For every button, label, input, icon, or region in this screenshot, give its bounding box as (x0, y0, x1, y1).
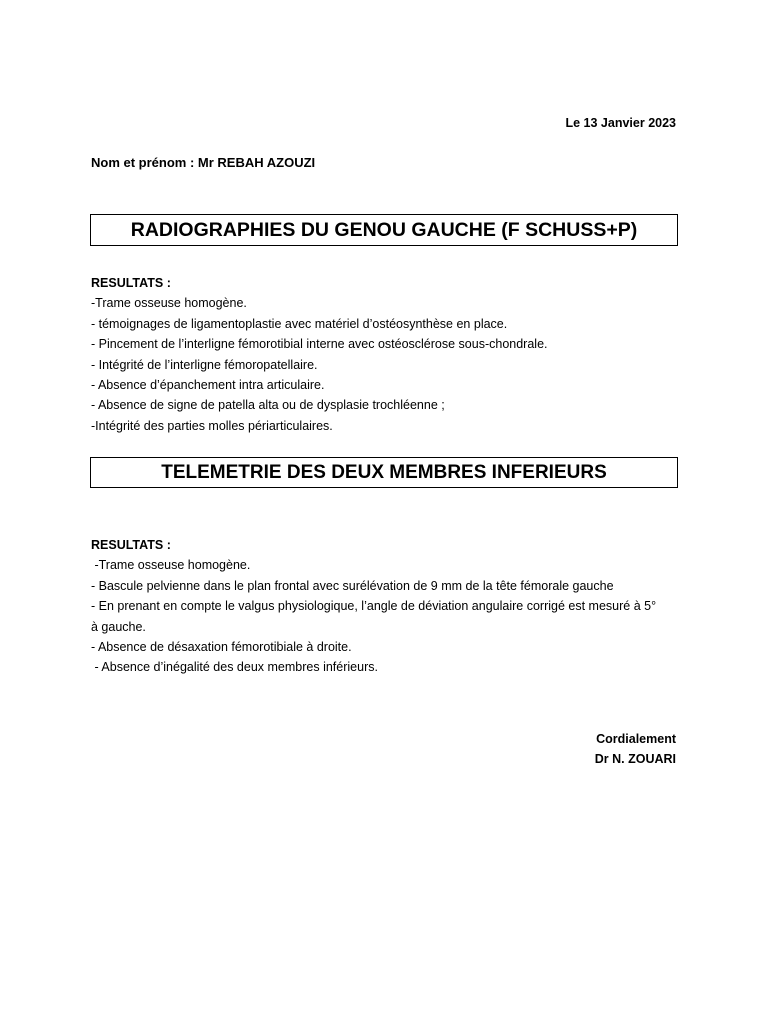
result-line: - témoignages de ligamentoplastie avec matériel d’ostéosynthèse en place. (91, 316, 508, 331)
results-knee-xray (91, 273, 691, 436)
result-line: - Pincement de l’interligne fémorotibial interne avec ostéosclérose sous-chondrale. (91, 337, 548, 352)
section-title-telemetry: TELEMETRIE DES DEUX MEMBRES INFERIEURS (90, 457, 678, 488)
section-title-knee-xray: RADIOGRAPHIES DU GENOU GAUCHE (F SCHUSS+P) (90, 214, 678, 246)
results-heading: RESULTATS : (91, 276, 171, 290)
patient-name: Nom et prénom : Mr REBAH AZOUZI (91, 155, 316, 170)
result-line: - Absence de signe de patella alta ou de dysplasie trochléenne ; (91, 398, 445, 413)
closing-greeting: Cordialement (596, 732, 676, 746)
result-line: -Intégrité des parties molles périarticulaires. (91, 418, 333, 433)
result-line: -Trame osseuse homogène. (91, 558, 251, 573)
result-line: - Intégrité de l’interligne fémoropatellaire. (91, 357, 318, 372)
results-telemetry (91, 535, 691, 678)
result-line: -Trame osseuse homogène. (91, 296, 247, 311)
result-line: - Absence d’inégalité des deux membres inférieurs. (91, 660, 378, 675)
results-heading: RESULTATS : (91, 538, 171, 552)
result-line: - Bascule pelvienne dans le plan frontal avec surélévation de 9 mm de la tête fémorale gauche (91, 578, 614, 593)
report-date: Le 13 Janvier 2023 (565, 116, 676, 130)
doctor-signature: Dr N. ZOUARI (594, 751, 676, 766)
result-line: - En prenant en compte le valgus physiologique, l’angle de déviation angulaire corrigé est mesuré à 5° à gauche. (91, 599, 657, 634)
result-line: - Absence d’épanchement intra articulaire. (91, 378, 325, 393)
result-line: - Absence de désaxation fémorotibiale à droite. (91, 640, 352, 655)
closing-block (595, 730, 676, 769)
